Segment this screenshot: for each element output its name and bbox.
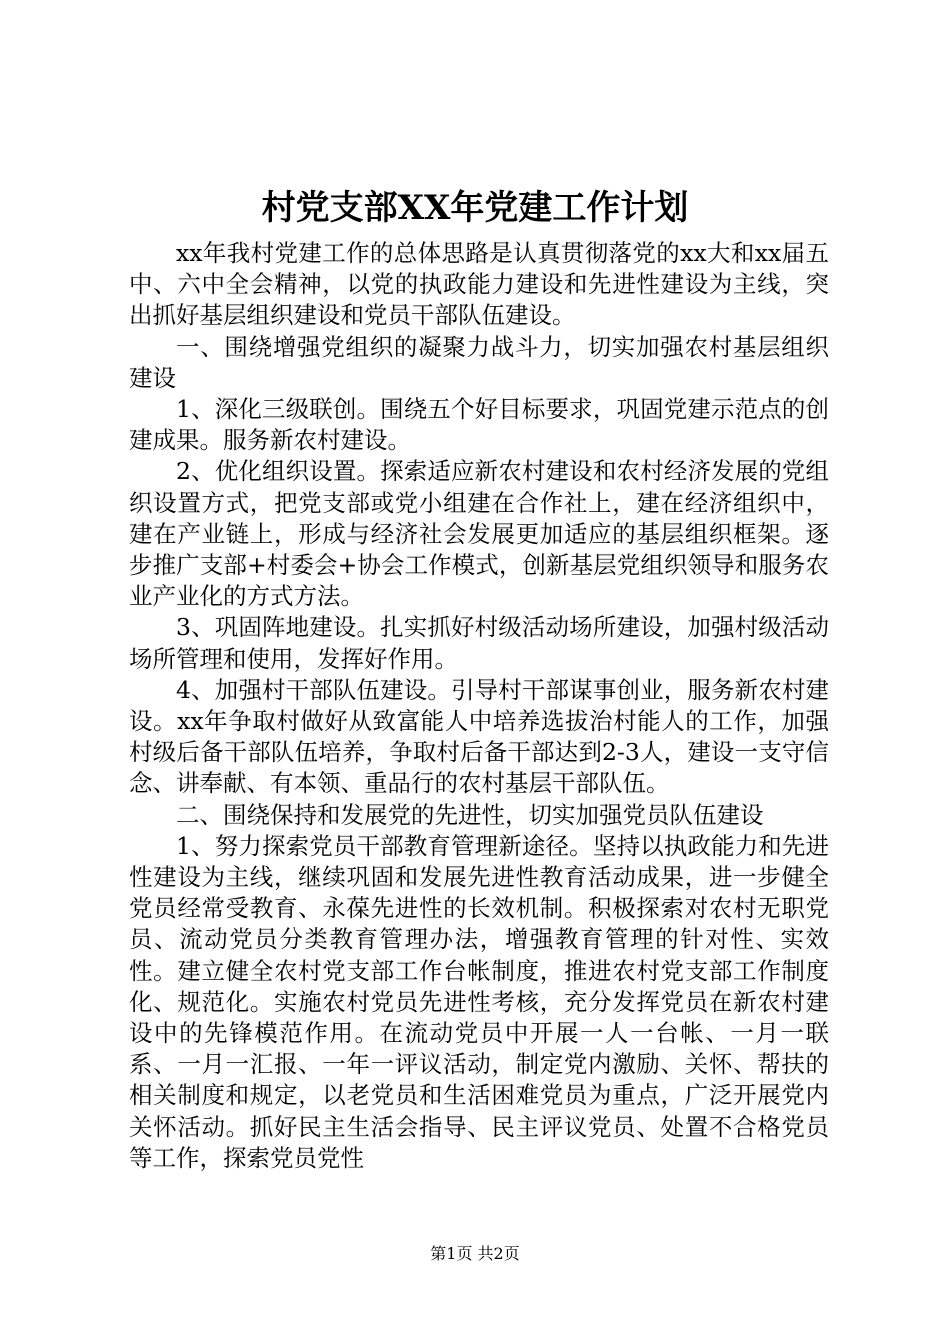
- paragraph-intro: xx年我村党建工作的总体思路是认真贯彻落党的xx大和xx届五中、六中全会精神，以党的执政能力建设和先进性建设为主线，突出抓好基层组织建设和党员干部队伍建设。: [129, 239, 829, 330]
- paragraph-1-2: 2、优化组织设置。探索适应新农村建设和农村经济发展的党组织设置方式，把党支部或党小组建在合作社上，建在经济组织中，建在产业链上，形成与经济社会发展更加适应的基层组织框架。逐步推广支部+村委会+协会工作模式，创新基层党组织领导和服务农业产业化的方式方法。: [129, 457, 829, 611]
- paragraph-1-1: 1、深化三级联创。围绕五个好目标要求，巩固党建示范点的创建成果。服务新农村建设。: [129, 395, 829, 455]
- document-title: 村党支部XX年党建工作计划: [261, 188, 689, 228]
- page-footer: [0, 1244, 950, 1264]
- document-body: [129, 238, 829, 1174]
- page-indicator: 第1页 共2页: [430, 1244, 520, 1263]
- paragraph-1-4: 4、加强村干部队伍建设。引导村干部谋事创业，服务新农村建设。xx年争取村做好从致富能人中培养选拔治村能人的工作，加强村级后备干部队伍培养，争取村后备干部达到2-3人，建设一支守信念、讲奉献、有本领、重品行的农村基层干部队伍。: [129, 675, 829, 798]
- paragraph-2-1: 1、努力探索党员干部教育管理新途径。坚持以执政能力和先进性建设为主线，继续巩固和发展先进性教育活动成果，进一步健全党员经常受教育、永葆先进性的长效机制。积极探索对农村无职党员、流动党员分类教育管理办法，增强教育管理的针对性、实效性。建立健全农村党支部工作台帐制度，推进农村党支部工作制度化、规范化。实施农村党员先进性考核，充分发挥党员在新农村建设中的先锋模范作用。在流动党员中开展一人一台帐、一月一联系、一月一汇报、一年一评议活动，制定党内激励、关怀、帮扶的相关制度和规定，以老党员和生活困难党员为重点，广泛开展党内关怀活动。抓好民主生活会指导、民主评议党员、处置不合格党员等工作，探索党员党性: [129, 831, 829, 1172]
- section-heading-2: 二、围绕保持和发展党的先进性，切实加强党员队伍建设: [176, 800, 764, 829]
- paragraph-1-3: 3、巩固阵地建设。扎实抓好村级活动场所建设，加强村级活动场所管理和使用，发挥好作用。: [129, 613, 829, 673]
- section-heading-1: 一、围绕增强党组织的凝聚力战斗力，切实加强农村基层组织建设: [129, 332, 829, 392]
